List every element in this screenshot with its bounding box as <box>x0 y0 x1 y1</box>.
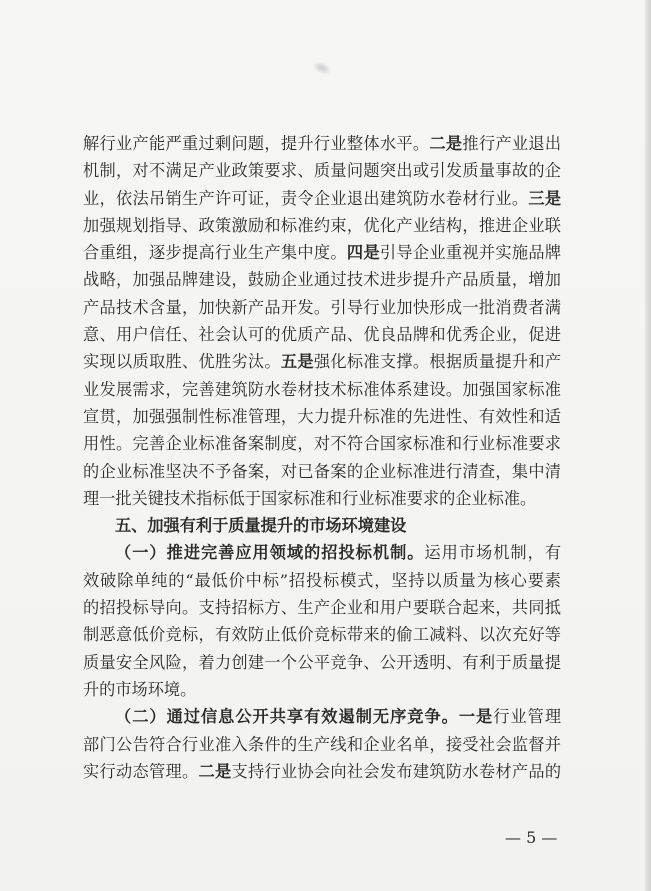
text-run: 引导企业重视并实施品牌 <box>379 243 561 263</box>
text-line <box>83 758 561 785</box>
text-run: 的企业标准坚决不予备案，对已备案的企业标准进行清查，集中清 <box>83 461 561 481</box>
bold-text-run: 三是 <box>528 188 561 208</box>
text-line <box>83 594 561 621</box>
bold-text-run: 一是 <box>458 707 494 727</box>
text-run: 的招投标导向。支持招标方、生产企业和用户要联合起来，共同抵 <box>83 598 561 618</box>
text-run: 产品技术含量，加快新产品开发。引导行业加快形成一批消费者满 <box>83 297 561 317</box>
text-line <box>83 676 561 703</box>
page-binding-edge <box>645 0 651 891</box>
scan-mark <box>310 58 333 77</box>
text-run: 升的市场环境。 <box>83 679 197 699</box>
text-run: 质量安全风险，着力创建一个公平竞争、公开透明、有利于质量提 <box>83 652 561 672</box>
bold-text-run: 二是 <box>429 134 463 153</box>
text-run: 意、用户信任、社会认可的优质产品、优良品牌和优秀企业，促进 <box>83 325 561 345</box>
text-run: 用性。完善企业标准备案制度，对不符合国家标准和行业标准要求 <box>83 434 561 454</box>
text-line <box>83 731 561 758</box>
text-line <box>83 294 561 321</box>
text-run: 加强规划指导、政策激励和标准约束，优化产业结构，推进企业联 <box>83 215 561 235</box>
text-run: 合重组，逐步提高行业生产集中度。 <box>83 243 347 263</box>
text-line <box>83 376 561 403</box>
text-run: 业发展需求，完善建筑防水卷材技术标准体系建设。加强国家标准 <box>83 379 561 399</box>
text-run: 运用市场机制，有 <box>424 543 561 563</box>
text-line <box>83 266 561 293</box>
text-line <box>83 185 561 212</box>
document-body <box>83 130 561 785</box>
text-line <box>83 157 561 184</box>
text-line <box>83 321 561 348</box>
text-line <box>83 130 561 157</box>
bold-text-run: 五是 <box>280 352 314 372</box>
text-run: 解行业产能严重过剩问题，提升行业整体水平。 <box>83 134 430 153</box>
text-run: 强化标准支撑。根据质量提升和产 <box>313 352 561 372</box>
text-line <box>83 212 561 239</box>
text-line <box>83 621 561 648</box>
text-run: 部门公告符合行业准入条件的生产线和企业名单，接受社会监督并 <box>83 734 561 754</box>
bold-text-run: （一）推进完善应用领域的招投标机制。 <box>115 543 425 563</box>
text-line <box>83 430 561 457</box>
text-line <box>83 485 561 512</box>
text-run: 效破除单纯的“最低价中标”招投标模式，坚持以质量为核心要素 <box>83 570 561 590</box>
text-run: 实行动态管理。 <box>83 761 199 781</box>
text-line <box>83 348 561 375</box>
text-run: 实现以质取胜、优胜劣汰。 <box>83 352 281 372</box>
bold-text-run: 二是 <box>198 761 232 781</box>
text-run: 业，依法吊销生产许可证，责令企业退出建筑防水卷材行业。 <box>83 188 529 208</box>
text-run: 战略，加强品牌建设，鼓励企业通过技术进步提升产品质量，增加 <box>83 270 561 290</box>
text-run: 推行产业退出 <box>462 134 561 153</box>
text-run: 行业管理 <box>493 707 561 727</box>
bold-text-run: （二）通过信息公开共享有效遏制无序竞争。 <box>115 707 459 727</box>
section-heading: 五、加强有利于质量提升的市场环境建设 <box>115 516 407 536</box>
text-line <box>83 649 561 676</box>
bold-text-run: 四是 <box>346 243 380 263</box>
text-line <box>83 703 561 730</box>
text-run: 宣贯，加强强制性标准管理，大力提升标准的先进性、有效性和适 <box>83 406 561 426</box>
text-line <box>83 539 561 566</box>
text-line <box>83 403 561 430</box>
text-run: 机制，对不满足产业政策要求、质量问题突出或引发质量事故的企 <box>83 161 561 181</box>
text-line <box>83 239 561 266</box>
text-run: 制恶意低价竞标，有效防止低价竞标带来的偷工减料、以次充好等 <box>83 625 561 645</box>
text-line <box>83 567 561 594</box>
text-run: 理一批关键技术指标低于国家标准和行业标准要求的企业标准。 <box>83 488 537 508</box>
text-run: 支持行业协会向社会发布建筑防水卷材产品的 <box>231 761 561 781</box>
page-number: — 5 — <box>505 828 558 847</box>
text-line <box>83 458 561 485</box>
